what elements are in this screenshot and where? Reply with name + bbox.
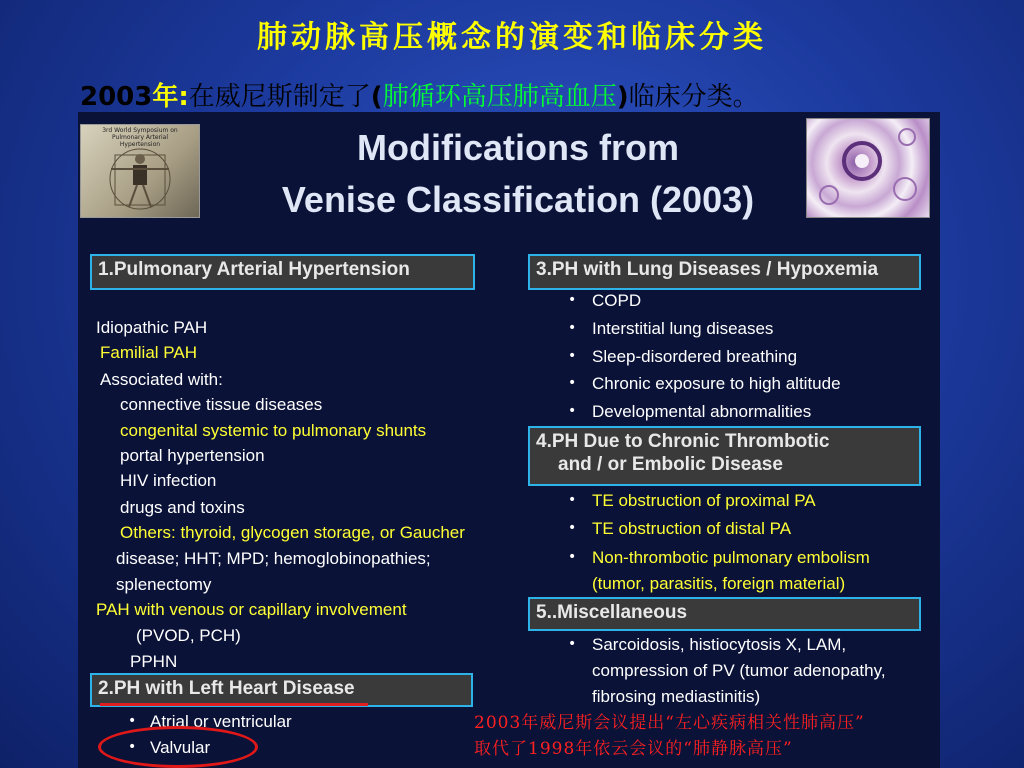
- group1-item: Others: thyroid, glycogen storage, or Gaucher: [120, 523, 465, 542]
- group4-item: Non-thrombotic pulmonary embolism: [592, 548, 870, 567]
- group1-item: congenital systemic to pulmonary shunts: [120, 421, 427, 440]
- group1-item: Familial PAH: [100, 343, 197, 362]
- group2-header: 2.PH with Left Heart Disease: [90, 673, 473, 707]
- annotation-note: [474, 710, 865, 762]
- group2-item: Atrial or ventricular: [150, 712, 292, 731]
- classification-panel: [78, 112, 940, 768]
- group4-item: (tumor, parasitis, foreign material): [592, 574, 846, 593]
- subtitle-text-before: 在威尼斯制定了: [188, 82, 371, 112]
- group1-item: Idiopathic PAH: [96, 318, 208, 337]
- group2-item: Valvular: [150, 738, 211, 757]
- group3-header: 3.PH with Lung Diseases / Hypoxemia: [528, 254, 921, 290]
- annotation-line1: 2003年威尼斯会议提出“左心疾病相关性肺高压”: [474, 713, 865, 733]
- group1-header: 1.Pulmonary Arterial Hypertension: [90, 254, 475, 290]
- group1-item: (PVOD, PCH): [136, 626, 241, 645]
- subtitle-open-paren: (: [370, 82, 383, 112]
- histology-image: [806, 118, 930, 218]
- group4-header-line1: 4.PH Due to Chronic Thrombotic: [536, 431, 830, 452]
- group1-item: PAH with venous or capillary involvement: [96, 600, 407, 619]
- group1-item: connective tissue diseases: [120, 395, 323, 414]
- valvular-red-ellipse: [98, 726, 258, 768]
- bullet-icon: •: [568, 403, 577, 419]
- bullet-icon: •: [568, 348, 577, 364]
- symposium-image-caption: 3rd World Symposium on Pulmonary Arterial Hypertension: [102, 127, 178, 148]
- group1-item: disease; HHT; MPD; hemoglobinopathies;: [116, 549, 431, 568]
- group5-item: fibrosing mediastinitis): [592, 687, 761, 706]
- bullet-icon: •: [568, 375, 577, 391]
- group3-item: Interstitial lung diseases: [592, 319, 774, 338]
- group4-header-line2: and / or Embolic Disease: [558, 454, 783, 475]
- bullet-icon: •: [568, 549, 577, 565]
- group4-item: TE obstruction of proximal PA: [592, 491, 816, 510]
- group3-item: COPD: [592, 291, 642, 310]
- group1-item: portal hypertension: [120, 446, 265, 465]
- panel-title: [218, 122, 818, 226]
- group1-item: splenectomy: [116, 575, 212, 594]
- group3-item: Chronic exposure to high altitude: [592, 374, 841, 393]
- bullet-icon: •: [568, 520, 577, 536]
- annotation-line2: 取代了1998年依云会议的“肺静脉高压”: [474, 739, 793, 759]
- bullet-icon: •: [568, 320, 577, 336]
- subtitle-text-after: 临床分类。: [628, 82, 759, 112]
- group4-header: [528, 426, 921, 486]
- symposium-image: [80, 124, 200, 218]
- group4-item: TE obstruction of distal PA: [592, 519, 792, 538]
- bullet-icon: •: [568, 292, 577, 308]
- group5-item: Sarcoidosis, histiocytosis X, LAM,: [592, 635, 847, 654]
- panel-title-line1: Modifications from: [357, 127, 679, 168]
- group5-header: 5..Miscellaneous: [528, 597, 921, 631]
- group3-item: Developmental abnormalities: [592, 402, 812, 421]
- group3-item: Sleep-disordered breathing: [592, 347, 798, 366]
- subtitle-highlight: 肺循环高压肺高血压: [382, 82, 617, 112]
- panel-title-line2: Venise Classification (2003): [281, 179, 755, 220]
- subtitle-year-suffix: 年:: [152, 82, 189, 112]
- group5-item: compression of PV (tumor adenopathy,: [592, 661, 886, 680]
- group1-item: PPHN: [130, 652, 178, 671]
- bullet-icon: •: [128, 739, 137, 755]
- slide-title: 肺动脉高压概念的演变和临床分类: [257, 20, 767, 55]
- histology-vessel-icon: [807, 119, 929, 217]
- bullet-icon: •: [568, 636, 577, 652]
- subtitle-year: 2003: [80, 82, 153, 112]
- group1-item: HIV infection: [120, 471, 217, 490]
- group1-item: drugs and toxins: [120, 498, 245, 517]
- group1-item: Associated with:: [100, 370, 223, 389]
- bullet-icon: •: [568, 492, 577, 508]
- bullet-icon: •: [128, 713, 137, 729]
- subtitle: [80, 76, 759, 113]
- subtitle-close-paren: ): [616, 82, 629, 112]
- group2-red-underline: [100, 703, 368, 706]
